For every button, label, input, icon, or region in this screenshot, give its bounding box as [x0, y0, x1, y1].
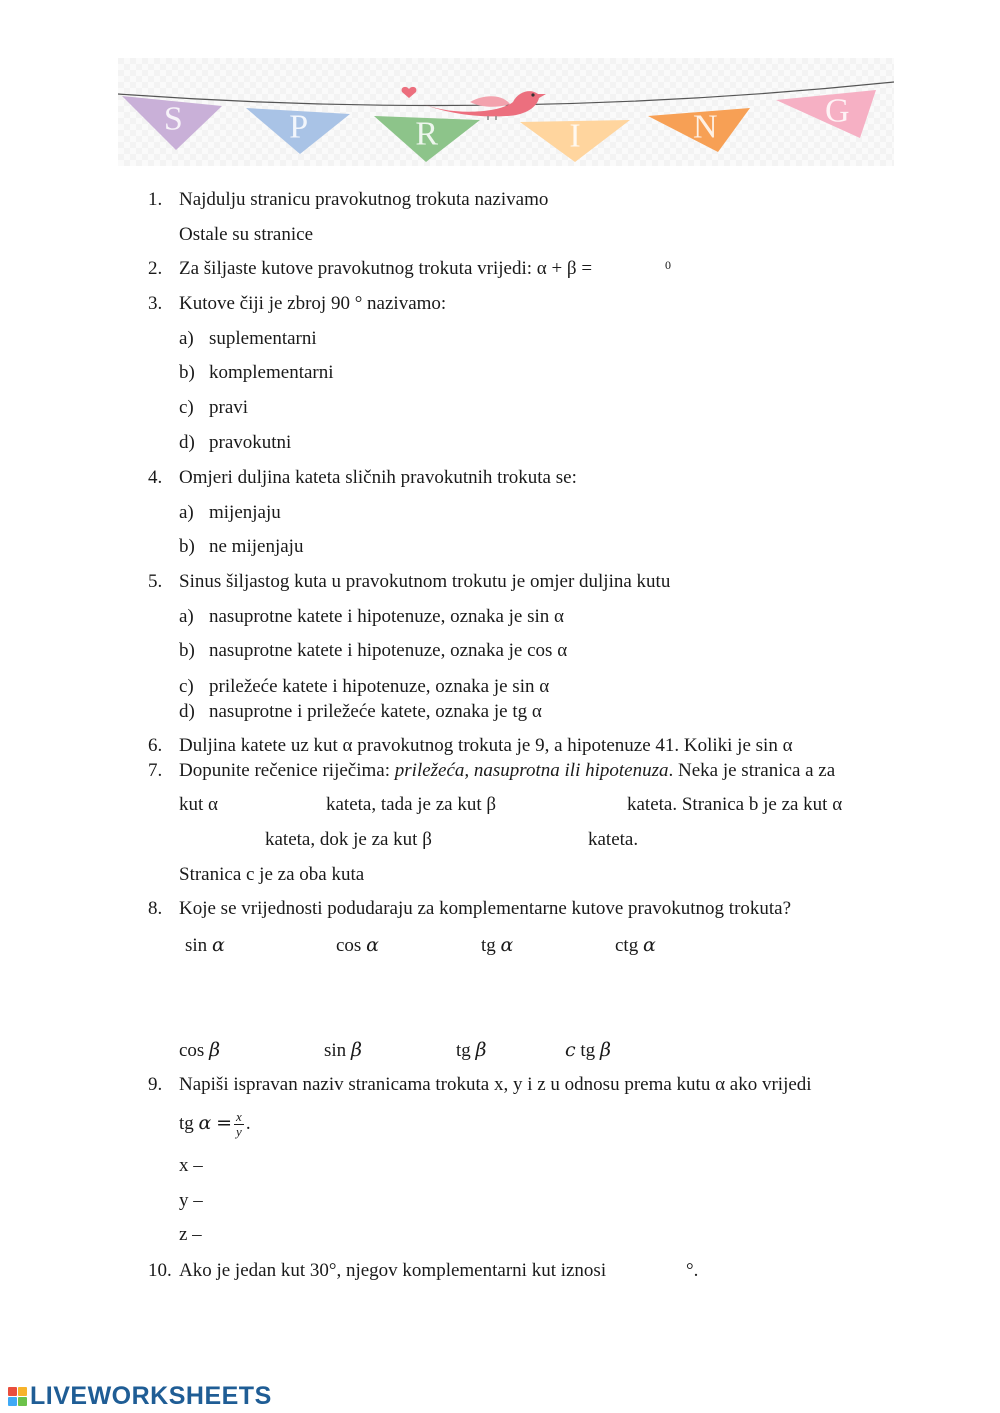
function-name: sin — [324, 1040, 347, 1061]
numerator: x — [236, 1109, 242, 1125]
logo-text: LIVEWORKSHEETS — [30, 1381, 272, 1410]
question-7-text — [179, 760, 835, 782]
question-7-line-3a: kateta, dok je za kut β — [265, 829, 432, 850]
match-item-top[interactable] — [481, 934, 513, 957]
match-item-top[interactable] — [185, 934, 225, 957]
bunting-letter: P — [289, 108, 309, 146]
question-2-text: Za šiljaste kutove pravokutnog trokuta vrijedi: α + β = — [179, 258, 593, 279]
logo-grid-icon — [8, 1387, 27, 1406]
question-number: 1. — [148, 189, 163, 210]
question-3-text: Kutove čiji je zbroj 90 ° nazivamo: — [179, 293, 447, 314]
question-number: 7. — [148, 760, 163, 781]
question-1-line-2: Ostale su stranice — [179, 224, 314, 245]
side-label-y: y – — [179, 1190, 203, 1211]
side-label-x: x – — [179, 1155, 203, 1176]
bunting-letter: S — [163, 100, 183, 138]
question-4-text: Omjeri duljina kateta sličnih pravokutnih trokuta se: — [179, 467, 577, 488]
option-text: nasuprotne katete i hipotenuze, oznaka je cos α — [209, 640, 568, 661]
option-letter: d) — [179, 701, 195, 722]
function-name: tg — [481, 935, 496, 956]
question-number: 4. — [148, 467, 163, 488]
degree-suffix: °. — [686, 1260, 699, 1281]
side-label-z: z – — [179, 1224, 202, 1245]
question-7-intro: Dopunite rečenice riječima: — [179, 760, 395, 781]
option-text: nasuprotne i priležeće katete, oznaka je tg α — [209, 701, 542, 722]
option-text: mijenjaju — [209, 502, 281, 523]
option-letter: d) — [179, 432, 195, 453]
angle-symbol: β — [475, 1039, 487, 1061]
question-number: 5. — [148, 571, 163, 592]
angle-symbol: β — [599, 1039, 611, 1061]
match-item-bottom[interactable] — [565, 1039, 611, 1062]
question-7-intro-end: . Neka je stranica a za — [668, 760, 836, 781]
question-number: 6. — [148, 735, 163, 756]
question-6-text: Duljina katete uz kut α pravokutnog trokuta je 9, a hipotenuze 41. Koliki je sin α — [179, 735, 793, 756]
liveworksheets-logo — [8, 1381, 272, 1411]
fraction — [234, 1110, 244, 1139]
option-letter: b) — [179, 640, 195, 661]
question-7-line-4: Stranica c je za oba kuta — [179, 864, 365, 885]
question-number: 10. — [148, 1260, 172, 1281]
question-7-line-2c: kateta. Stranica b je za kut α — [627, 794, 843, 815]
function-name: ctg — [615, 935, 639, 956]
degree-superscript: 0 — [665, 258, 671, 272]
function-name: tg — [580, 1040, 596, 1061]
question-10-text: Ako je jedan kut 30°, njegov komplementarni kut iznosi — [179, 1260, 607, 1281]
question-5-text: Sinus šiljastog kuta u pravokutnom trokutu je omjer duljina kutu — [179, 571, 671, 592]
spring-banner — [118, 58, 894, 166]
question-7-line-3b: kateta. — [588, 829, 639, 850]
question-number: 3. — [148, 293, 163, 314]
function-name: tg — [179, 1113, 194, 1134]
question-8-text: Koje se vrijednosti podudaraju za komplementarne kutove pravokutnog trokuta? — [179, 898, 792, 919]
bunting-letter: G — [825, 92, 850, 130]
tangent-formula — [179, 1104, 251, 1143]
option-letter: a) — [179, 502, 194, 523]
match-item-bottom[interactable] — [179, 1039, 220, 1062]
function-name: tg — [456, 1040, 471, 1061]
period: . — [245, 1113, 251, 1134]
question-number: 9. — [148, 1074, 163, 1095]
bunting-illustration — [118, 58, 894, 166]
bunting-letter: N — [693, 108, 718, 146]
question-number: 2. — [148, 258, 163, 279]
equals-sign: = — [216, 1112, 233, 1134]
question-7-line-2a: kut α — [179, 794, 218, 815]
match-item-top[interactable] — [336, 934, 379, 957]
option-text: priležeće katete i hipotenuze, oznaka je sin α — [209, 676, 550, 697]
bunting-letter: I — [569, 117, 581, 155]
angle-symbol: α — [642, 934, 656, 956]
question-7-line-2b: kateta, tada je za kut β — [326, 794, 497, 815]
denominator: y — [236, 1124, 242, 1140]
option-text: pravi — [209, 397, 249, 418]
function-name: cos — [179, 1040, 205, 1061]
question-7-word-list: priležeća, nasuprotna ili hipotenuza — [394, 760, 669, 781]
option-letter: b) — [179, 362, 195, 383]
option-letter: c) — [179, 676, 194, 697]
match-item-bottom[interactable] — [456, 1039, 487, 1062]
option-letter: a) — [179, 328, 194, 349]
option-text: ne mijenjaju — [209, 536, 304, 557]
question-number: 8. — [148, 898, 163, 919]
angle-symbol: α — [500, 934, 514, 956]
question-9-text: Napiši ispravan naziv stranicama trokuta x, y i z u odnosu prema kutu α ako vrijedi — [179, 1074, 812, 1095]
option-text: komplementarni — [209, 362, 334, 383]
angle-symbol: α — [211, 934, 225, 956]
prefix-symbol: c — [565, 1039, 576, 1061]
option-letter: a) — [179, 606, 194, 627]
angle-symbol: β — [209, 1039, 221, 1061]
function-name: sin — [185, 935, 208, 956]
option-text: suplementarni — [209, 328, 317, 349]
angle-symbol: α — [198, 1112, 212, 1134]
match-item-bottom[interactable] — [324, 1039, 362, 1062]
angle-symbol: α — [366, 934, 379, 956]
option-text: nasuprotne katete i hipotenuze, oznaka je sin α — [209, 606, 564, 627]
function-name: cos — [336, 935, 362, 956]
option-text: pravokutni — [209, 432, 292, 453]
option-letter: c) — [179, 397, 194, 418]
option-letter: b) — [179, 536, 195, 557]
match-item-top[interactable] — [615, 934, 656, 957]
angle-symbol: β — [350, 1039, 362, 1061]
bunting-letter: R — [415, 115, 439, 153]
question-1-text: Najdulju stranicu pravokutnog trokuta nazivamo — [179, 189, 549, 210]
